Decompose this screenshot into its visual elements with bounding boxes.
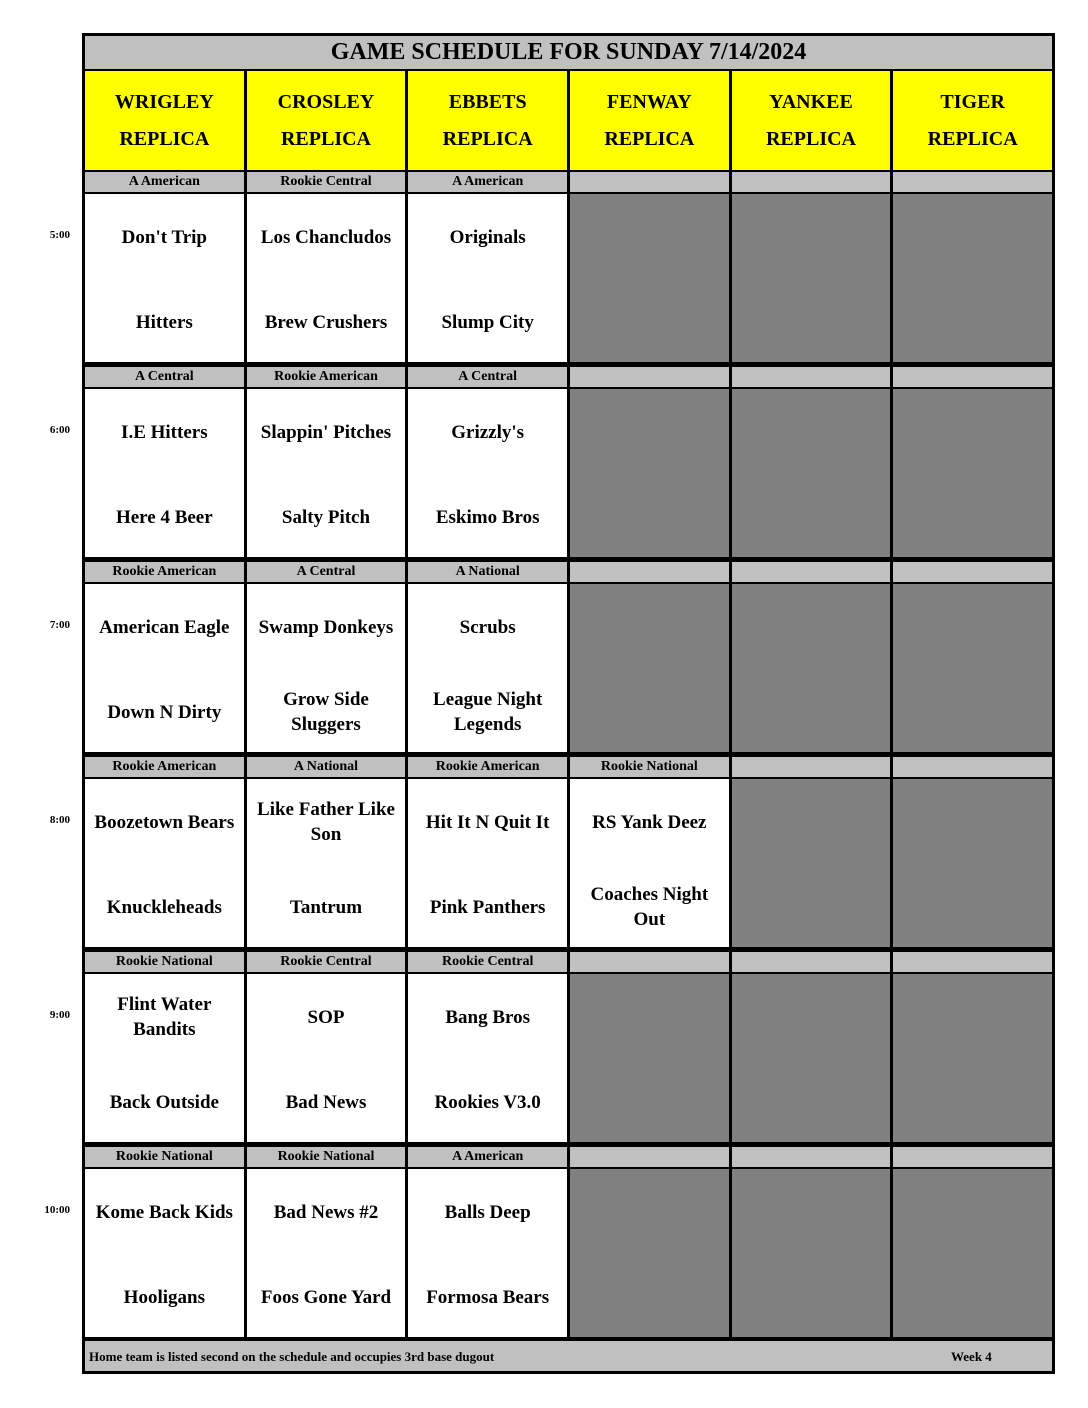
- game-row: [85, 1167, 1052, 1337]
- field-sub: REPLICA: [280, 127, 371, 150]
- game-row: [85, 387, 1052, 557]
- home-team: Hitters: [135, 311, 193, 333]
- home-team: Bad News: [285, 1091, 367, 1113]
- time-label: 7:00: [49, 619, 70, 631]
- field-sub: REPLICA: [119, 127, 210, 150]
- home-team: Tantrum: [289, 896, 363, 918]
- time-label: 10:00: [44, 1204, 70, 1216]
- division-label: Rookie National: [247, 1147, 406, 1167]
- division-label: [570, 367, 729, 387]
- division-label: [893, 757, 1052, 777]
- game-cell: [247, 389, 406, 557]
- home-team: Brew Crushers: [264, 311, 388, 333]
- game-row: [85, 192, 1052, 362]
- home-team: Eskimo Bros: [435, 506, 540, 528]
- division-label: [893, 562, 1052, 582]
- empty-game-cell: [570, 974, 729, 1142]
- home-team: Knuckleheads: [106, 896, 222, 918]
- field-header-tiger: [893, 71, 1052, 170]
- home-team: Foos Gone Yard: [260, 1286, 392, 1308]
- division-label: [570, 952, 729, 972]
- empty-game-cell: [732, 779, 891, 947]
- game-cell: [247, 974, 406, 1142]
- game-cell: [85, 584, 244, 752]
- field-sub: REPLICA: [442, 127, 533, 150]
- empty-game-cell: [893, 779, 1052, 947]
- time-slot-block: [85, 1145, 1052, 1337]
- division-label: [570, 562, 729, 582]
- away-team: Los Chancludos: [260, 226, 392, 248]
- time-label: 6:00: [49, 424, 70, 436]
- away-team: I.E Hitters: [121, 421, 208, 443]
- game-cell: [85, 779, 244, 947]
- field-name: TIGER: [940, 90, 1005, 113]
- game-cell: [408, 974, 567, 1142]
- division-label: [732, 952, 891, 972]
- field-name: EBBETS: [448, 90, 527, 113]
- home-team: Formosa Bears: [426, 1286, 550, 1308]
- field-name: YANKEE: [769, 90, 853, 113]
- division-label: [732, 1147, 891, 1167]
- field-header-crosley: [247, 71, 406, 170]
- game-row: [85, 582, 1052, 752]
- division-label: Rookie Central: [247, 172, 406, 192]
- away-team: Like Father Like Son: [257, 799, 395, 845]
- empty-game-cell: [570, 194, 729, 362]
- division-label: Rookie American: [85, 562, 244, 582]
- away-team: Scrubs: [459, 616, 516, 638]
- division-label: Rookie American: [247, 367, 406, 387]
- field-header-ebbets: [408, 71, 567, 170]
- field-sub: REPLICA: [765, 127, 856, 150]
- field-header-wrigley: [85, 71, 244, 170]
- field-name: FENWAY: [606, 90, 692, 113]
- home-team: Slump City: [441, 311, 534, 333]
- away-team: Boozetown Bears: [94, 811, 235, 833]
- division-label: Rookie American: [85, 757, 244, 777]
- division-label: A Central: [408, 367, 567, 387]
- field-name: CROSLEY: [277, 90, 375, 113]
- game-cell: [247, 1169, 406, 1337]
- game-cell: [408, 389, 567, 557]
- division-label: [893, 1147, 1052, 1167]
- division-row: [85, 365, 1052, 387]
- division-label: A American: [85, 172, 244, 192]
- empty-game-cell: [893, 974, 1052, 1142]
- game-cell: [570, 779, 729, 947]
- division-row: [85, 170, 1052, 192]
- away-team: Balls Deep: [444, 1201, 531, 1223]
- game-cell: [85, 1169, 244, 1337]
- division-label: [570, 172, 729, 192]
- away-team: American Eagle: [99, 616, 230, 638]
- game-cell: [85, 389, 244, 557]
- game-cell: [247, 584, 406, 752]
- empty-game-cell: [570, 389, 729, 557]
- away-team: Originals: [449, 226, 526, 248]
- home-team: Rookies V3.0: [434, 1091, 541, 1113]
- week-label: Week 4: [951, 1349, 992, 1364]
- division-label: [570, 1147, 729, 1167]
- empty-game-cell: [732, 389, 891, 557]
- empty-game-cell: [732, 584, 891, 752]
- division-row: [85, 560, 1052, 582]
- away-team: Bang Bros: [445, 1006, 530, 1028]
- home-team: Here 4 Beer: [115, 506, 213, 528]
- time-slot-block: [85, 365, 1052, 557]
- game-cell: [408, 779, 567, 947]
- home-team: Back Outside: [109, 1091, 219, 1113]
- division-label: Rookie Central: [247, 952, 406, 972]
- home-team: Hooligans: [123, 1286, 205, 1308]
- home-team: Coaches Night Out: [590, 884, 709, 930]
- away-team: SOP: [307, 1006, 345, 1028]
- home-team: Salty Pitch: [281, 506, 371, 528]
- game-cell: [247, 194, 406, 362]
- field-header-fenway: [570, 71, 729, 170]
- division-label: [732, 367, 891, 387]
- empty-game-cell: [893, 1169, 1052, 1337]
- division-label: [893, 952, 1052, 972]
- division-label: [893, 367, 1052, 387]
- time-slot-block: [85, 755, 1052, 947]
- away-team: Bad News #2: [273, 1201, 379, 1223]
- away-team: Grizzly's: [451, 421, 525, 443]
- field-sub: REPLICA: [927, 127, 1018, 150]
- game-cell: [85, 974, 244, 1142]
- empty-game-cell: [732, 194, 891, 362]
- home-team-note: Home team is listed second on the schedule and occupies 3rd base dugout: [89, 1349, 495, 1364]
- division-label: Rookie American: [408, 757, 567, 777]
- division-label: [732, 757, 891, 777]
- field-sub: REPLICA: [604, 127, 695, 150]
- away-team: Hit It N Quit It: [425, 811, 550, 833]
- division-label: [893, 172, 1052, 192]
- game-row: [85, 777, 1052, 947]
- field-header-row: [85, 71, 1052, 170]
- division-label: A American: [408, 172, 567, 192]
- away-team: Kome Back Kids: [95, 1201, 233, 1223]
- home-team: League Night Legends: [433, 689, 543, 735]
- away-team: Swamp Donkeys: [258, 616, 394, 638]
- empty-game-cell: [732, 1169, 891, 1337]
- time-slot-block: [85, 560, 1052, 752]
- away-team: Slappin' Pitches: [260, 421, 392, 443]
- game-cell: [408, 584, 567, 752]
- field-header-yankee: [732, 71, 891, 170]
- game-cell: [408, 1169, 567, 1337]
- division-label: A Central: [247, 562, 406, 582]
- field-name: WRIGLEY: [114, 90, 214, 113]
- division-label: Rookie Central: [408, 952, 567, 972]
- division-label: [732, 562, 891, 582]
- division-label: A Central: [85, 367, 244, 387]
- time-slot-block: [85, 170, 1052, 362]
- division-label: A National: [408, 562, 567, 582]
- empty-game-cell: [570, 584, 729, 752]
- game-cell: [85, 194, 244, 362]
- home-team: Pink Panthers: [429, 896, 546, 918]
- empty-game-cell: [893, 584, 1052, 752]
- schedule-title: GAME SCHEDULE FOR SUNDAY 7/14/2024: [85, 36, 1052, 71]
- home-team: Grow Side Sluggers: [283, 689, 369, 735]
- game-cell: [408, 194, 567, 362]
- division-label: A American: [408, 1147, 567, 1167]
- home-team: Down N Dirty: [107, 701, 222, 723]
- division-row: [85, 755, 1052, 777]
- empty-game-cell: [732, 974, 891, 1142]
- game-cell: [247, 779, 406, 947]
- away-team: RS Yank Deez: [592, 811, 707, 833]
- time-label: 9:00: [49, 1009, 70, 1021]
- empty-game-cell: [893, 194, 1052, 362]
- division-row: [85, 1145, 1052, 1167]
- time-label: 8:00: [49, 814, 70, 826]
- time-slot-block: [85, 950, 1052, 1142]
- empty-game-cell: [570, 1169, 729, 1337]
- game-row: [85, 972, 1052, 1142]
- away-team: Flint Water Bandits: [117, 994, 212, 1040]
- division-label: A National: [247, 757, 406, 777]
- time-label: 5:00: [49, 229, 70, 241]
- division-label: [732, 172, 891, 192]
- division-label: Rookie National: [85, 952, 244, 972]
- away-team: Don't Trip: [121, 226, 207, 248]
- division-label: Rookie National: [85, 1147, 244, 1167]
- schedule-sheet: [82, 33, 1055, 1374]
- schedule-footer: [85, 1338, 1052, 1371]
- empty-game-cell: [893, 389, 1052, 557]
- division-label: Rookie National: [570, 757, 729, 777]
- division-row: [85, 950, 1052, 972]
